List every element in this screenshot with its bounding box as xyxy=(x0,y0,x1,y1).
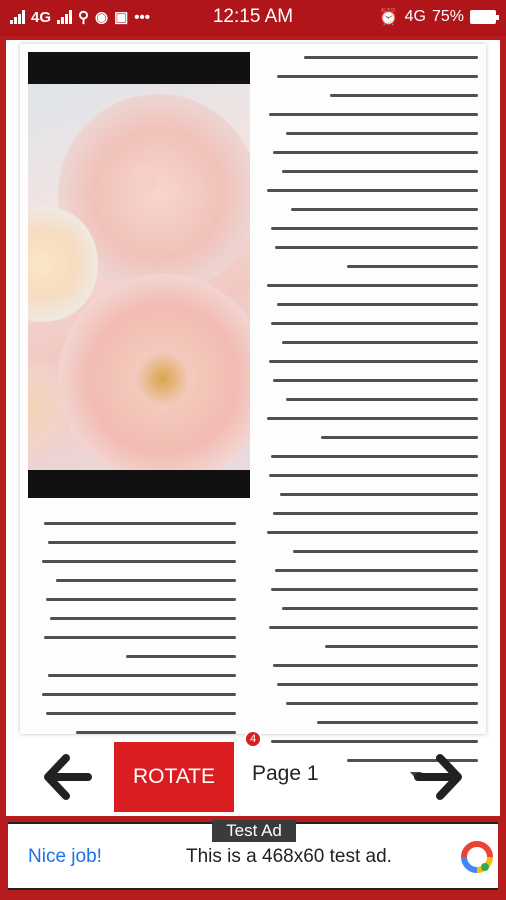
test-ad-label: Test Ad xyxy=(212,820,296,842)
status-right-icons xyxy=(379,7,496,27)
ad-logo-icon xyxy=(460,840,494,874)
usb-icon: ⚲ xyxy=(78,9,90,26)
battery-icon xyxy=(470,10,496,24)
more-dots-icon: ••• xyxy=(134,8,151,26)
ad-nice-job: Nice job! xyxy=(28,846,102,867)
book-page-image[interactable] xyxy=(20,44,486,734)
status-time: 12:15 AM xyxy=(212,6,294,27)
network-type-label: 4G xyxy=(404,8,426,25)
previous-page-icon[interactable] xyxy=(40,750,94,804)
urdu-text-column-right xyxy=(260,56,478,778)
status-bar xyxy=(0,0,506,36)
reader-frame xyxy=(6,40,500,816)
rotate-button[interactable]: ROTATE xyxy=(114,742,234,812)
battery-percent: 75% xyxy=(431,8,464,25)
notification-icon: ▣ xyxy=(114,9,129,26)
alarm-icon: ⏰ xyxy=(378,9,399,26)
page-photo xyxy=(28,52,250,498)
urdu-text-column-left xyxy=(36,522,236,750)
next-page-icon[interactable] xyxy=(412,750,466,804)
notification-badge: 4 xyxy=(244,730,262,748)
rose-image xyxy=(28,84,250,470)
page-indicator[interactable]: Page 1 xyxy=(252,762,319,785)
ad-text: This is a 468x60 test ad. xyxy=(186,846,392,867)
hotspot-icon: ◉ xyxy=(95,9,109,26)
reader-controls xyxy=(6,733,500,812)
carrier-label: 4G xyxy=(31,8,52,26)
